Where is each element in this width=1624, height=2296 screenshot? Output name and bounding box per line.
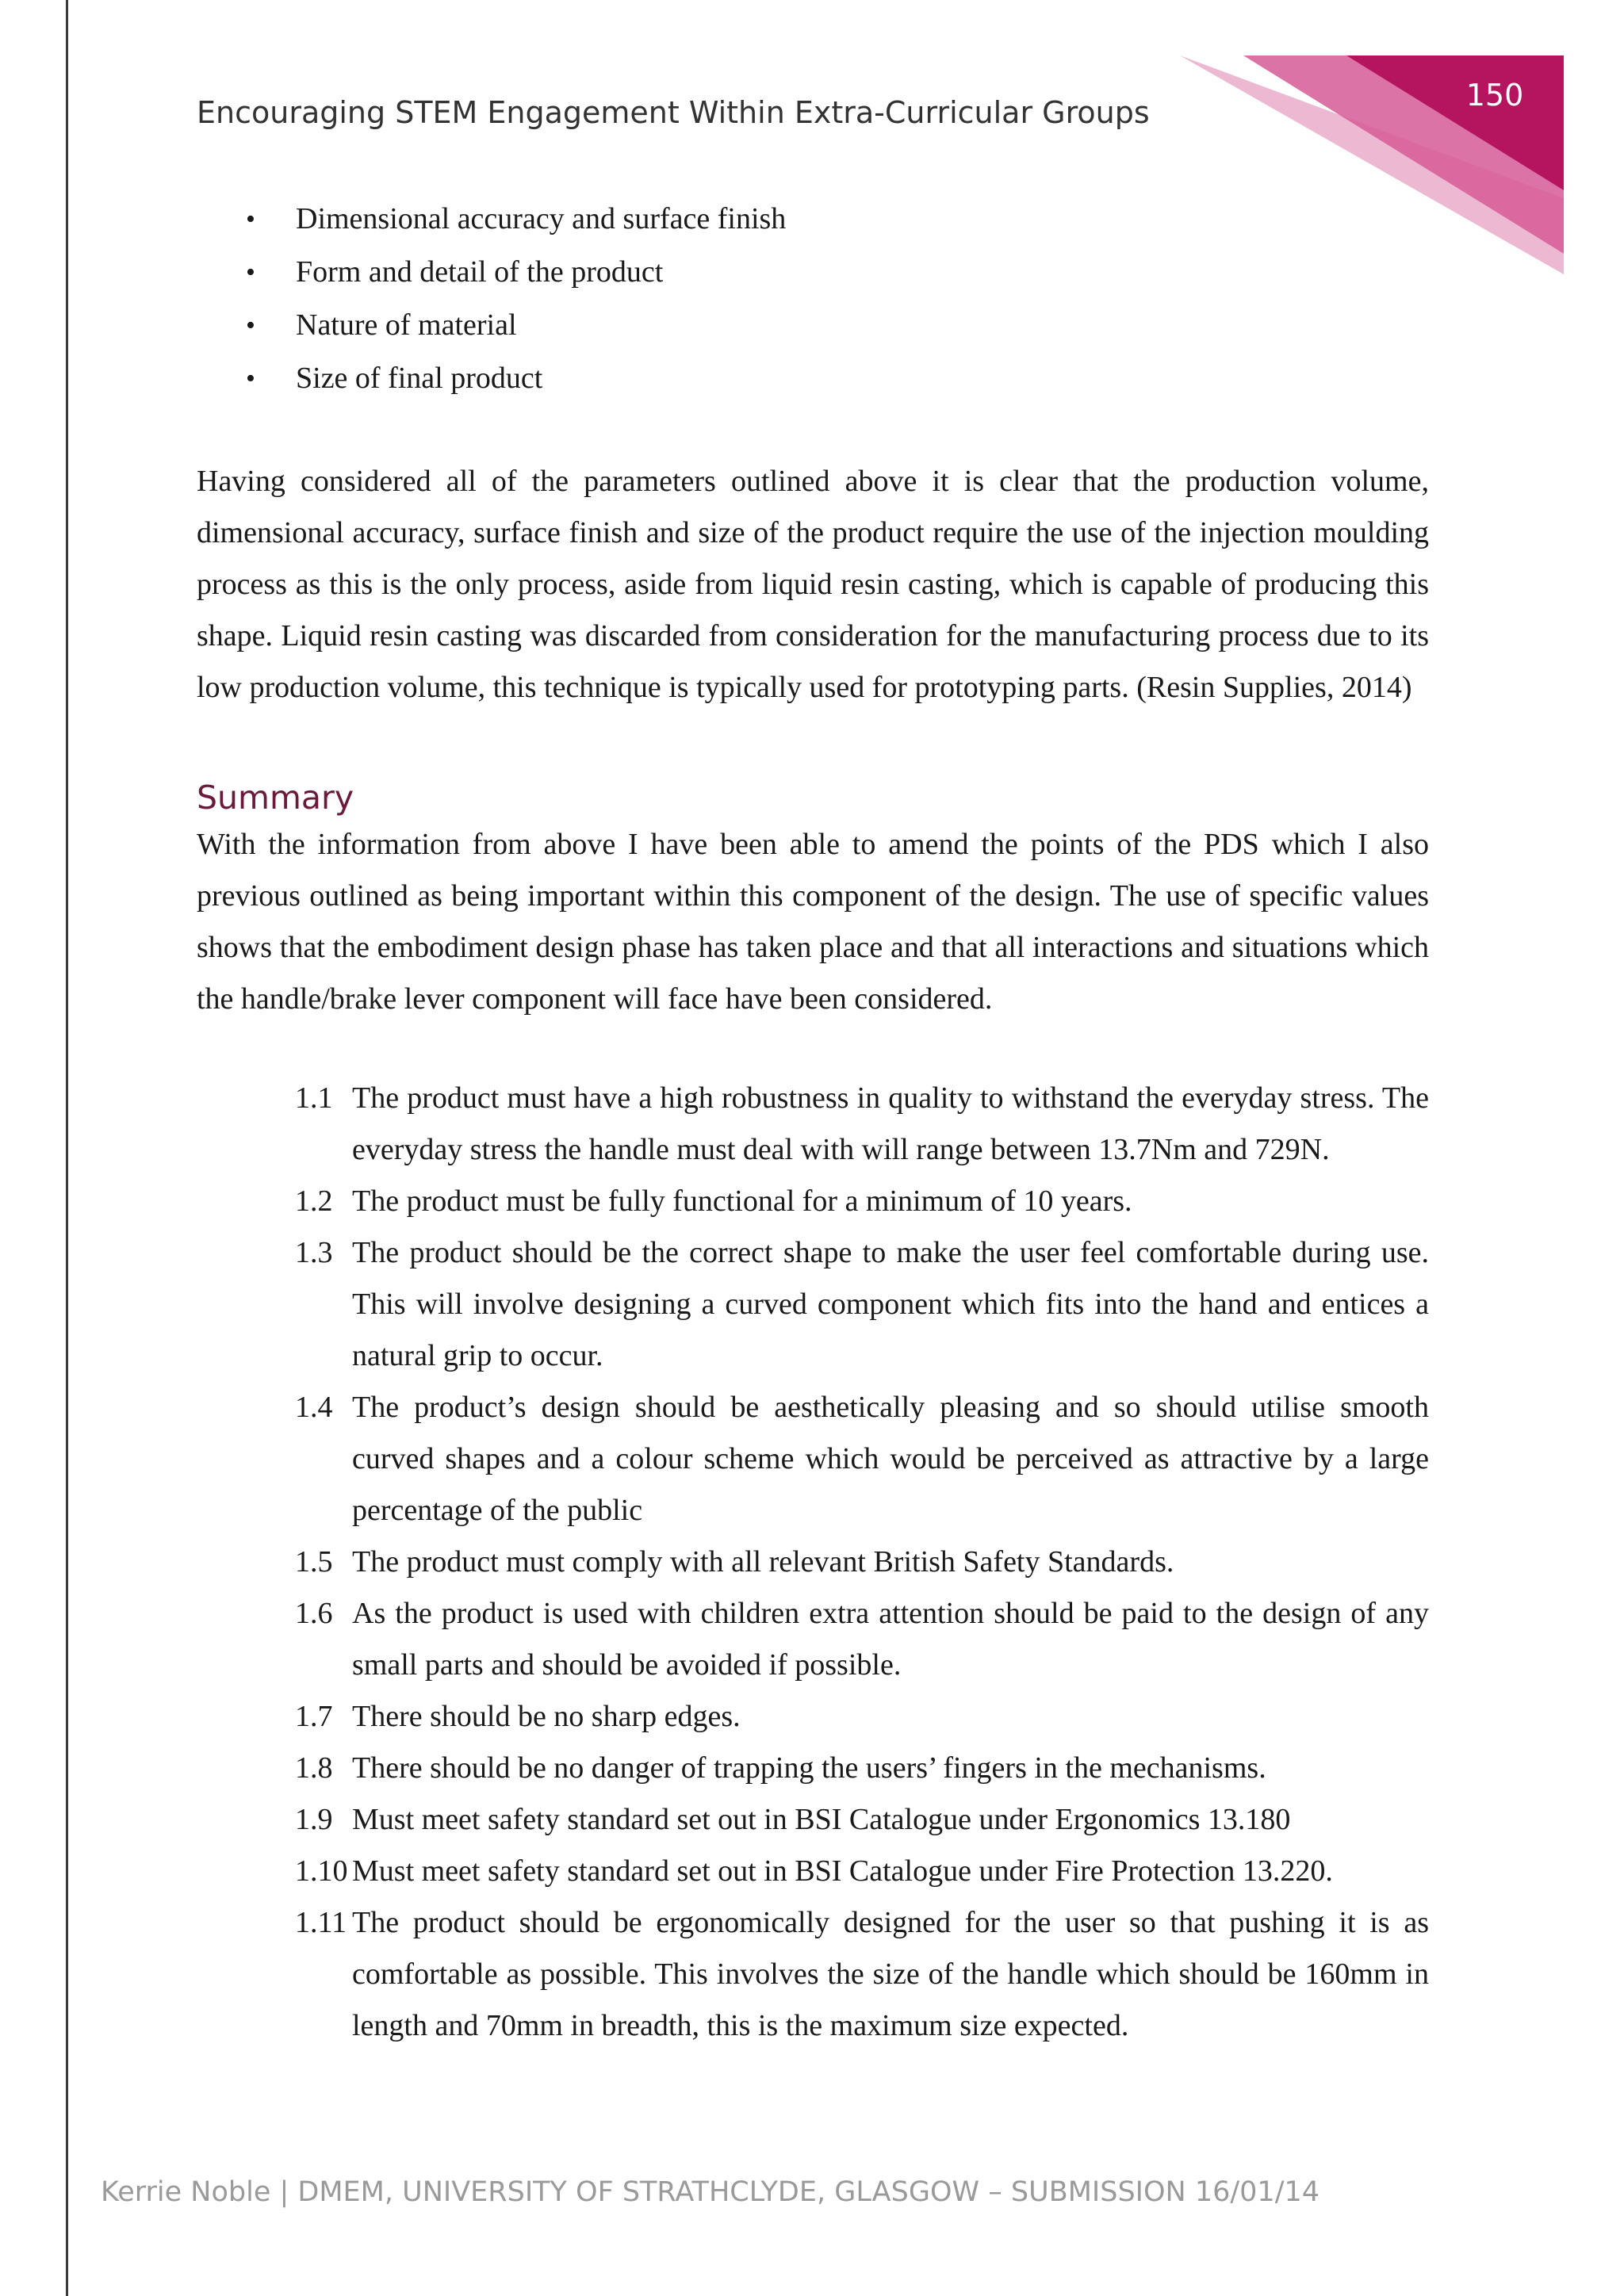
requirement-number: 1.6 [295,1597,333,1630]
page-number: 150 [1465,78,1524,113]
requirement-item [295,1382,1429,1536]
bullet-text: Nature of material [296,308,517,342]
requirement-text: The product’s design should be aesthetically pleasing and so should utilise smooth curved shapes and a colour scheme which would be perceived as attractive by a large percentage of the public [352,1391,1429,1527]
requirement-number: 1.4 [295,1391,333,1424]
bullet-dot-icon: • [246,311,255,340]
bullet-text: Size of final product [296,362,543,395]
requirement-text: The product must have a high robustness in quality to withstand the everyday stress. The everyday stress the handle must deal with will range between 13.7Nm and 729N. [352,1081,1429,1166]
requirement-item [295,1588,1429,1691]
requirement-item [295,1176,1429,1227]
requirement-number: 1.1 [295,1081,333,1115]
bullet-item [246,352,786,405]
bullet-dot-icon: • [246,205,255,234]
requirement-item [295,1536,1429,1588]
requirements-list [295,1073,1429,2052]
requirement-item [295,1846,1429,1897]
requirement-number: 1.10 [295,1854,348,1888]
body-paragraph: Having considered all of the parameters outlined above it is clear that the production volume, dimensional accuracy, surface finish and size of the product require the use of the injection moulding process as this is the only process, aside from liquid resin casting, which is capable of producing this shape. Liquid resin casting was discarded from consideration for the manufacturing process due to its low production volume, this technique is typically used for prototyping parts. (Resin Supplies, 2014) [197,465,1429,704]
requirement-text: Must meet safety standard set out in BSI Catalogue under Ergonomics 13.180 [352,1803,1291,1836]
summary-paragraph: With the information from above I have been able to amend the points of the PDS which I also previous outlined as being important within this component of the design. The use of specific values shows that the embodiment design phase has taken place and that all interactions and situations which the handle/brake lever component will face have been considered. [197,828,1429,1016]
bullet-dot-icon: • [246,364,255,393]
bullet-text: Dimensional accuracy and surface finish [296,202,787,235]
page-footer: Kerrie Noble | DMEM, UNIVERSITY OF STRATHCLYDE, GLASGOW – SUBMISSION 16/01/14 [101,2176,1320,2208]
requirement-text: There should be no danger of trapping the users’ fingers in the mechanisms. [352,1751,1266,1785]
requirement-number: 1.9 [295,1803,333,1836]
requirement-text: As the product is used with children extra attention should be paid to the design of any small parts and should be avoided if possible. [352,1597,1429,1682]
bullet-item [246,193,786,246]
requirement-item [295,1227,1429,1382]
requirement-number: 1.11 [295,1906,347,1939]
requirement-text: The product should be the correct shape to make the user feel comfortable during use. This will involve designing a curved component which fits into the hand and entices a natural grip to occur. [352,1236,1429,1372]
requirement-item [295,1691,1429,1743]
requirement-number: 1.8 [295,1751,333,1785]
requirement-text: There should be no sharp edges. [352,1700,741,1733]
bullet-dot-icon: • [246,258,255,287]
requirement-text: Must meet safety standard set out in BSI Catalogue under Fire Protection 13.220. [352,1854,1333,1888]
left-margin-rule [66,0,68,2296]
requirement-text: The product must comply with all relevant British Safety Standards. [352,1545,1174,1578]
requirement-item [295,1743,1429,1794]
bullet-item [246,299,786,352]
requirement-text: The product should be ergonomically designed for the user so that pushing it is as comfortable as possible. This involves the size of the handle which should be 160mm in length and 70mm in breadth, this is the maximum size expected. [352,1906,1429,2042]
requirement-item [295,1073,1429,1176]
requirement-number: 1.7 [295,1700,333,1733]
requirement-item [295,1897,1429,2052]
requirement-number: 1.3 [295,1236,333,1269]
requirement-number: 1.2 [295,1184,333,1218]
bullet-item [246,246,786,299]
requirement-number: 1.5 [295,1545,333,1578]
requirement-text: The product must be fully functional for a minimum of 10 years. [352,1184,1132,1218]
section-heading-summary: Summary [197,779,354,817]
running-title: Encouraging STEM Engagement Within Extra-Curricular Groups [197,95,1150,130]
bullet-list [246,193,786,405]
requirement-item [295,1794,1429,1846]
bullet-text: Form and detail of the product [296,255,664,289]
